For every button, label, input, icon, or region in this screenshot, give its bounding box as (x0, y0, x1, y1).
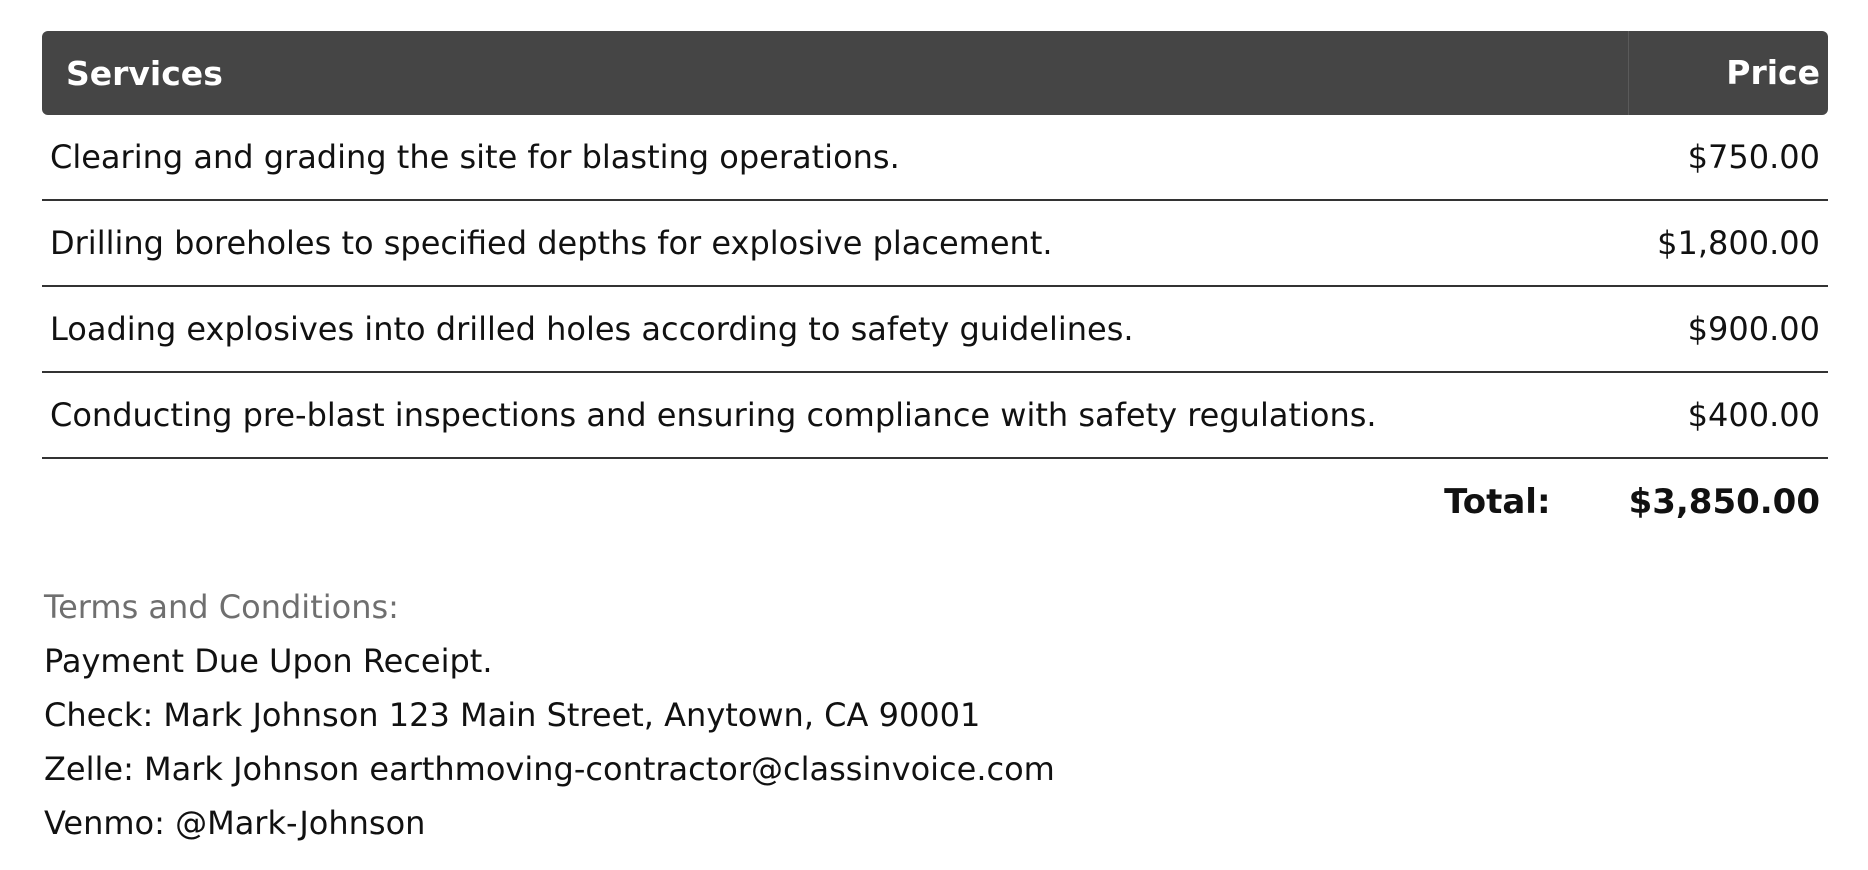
terms-line-venmo: Venmo: @Mark-Johnson (44, 804, 426, 842)
total-row (42, 459, 1828, 545)
services-column-header: Services (66, 53, 223, 93)
service-description: Drilling boreholes to specified depths for explosive placement. (50, 224, 1053, 262)
total-label: Total: (1444, 482, 1551, 522)
terms-line-payment: Payment Due Upon Receipt. (44, 642, 493, 680)
table-row (42, 287, 1828, 373)
service-description: Clearing and grading the site for blasting operations. (50, 138, 900, 176)
table-row (42, 201, 1828, 287)
table-row (42, 373, 1828, 459)
total-value: $3,850.00 (1628, 482, 1820, 522)
services-table (42, 31, 1828, 545)
service-price: $750.00 (1687, 138, 1820, 176)
table-row (42, 115, 1828, 201)
terms-title: Terms and Conditions: (44, 588, 399, 626)
terms-line-check: Check: Mark Johnson 123 Main Street, Anytown, CA 90001 (44, 696, 981, 734)
service-description: Loading explosives into drilled holes according to safety guidelines. (50, 310, 1134, 348)
price-column-header: Price (1628, 31, 1828, 115)
service-price: $1,800.00 (1657, 224, 1820, 262)
terms-section (44, 580, 1055, 850)
service-price: $400.00 (1687, 396, 1820, 434)
service-description: Conducting pre-blast inspections and ensuring compliance with safety regulations. (50, 396, 1377, 434)
table-header (42, 31, 1828, 115)
service-price: $900.00 (1687, 310, 1820, 348)
terms-line-zelle: Zelle: Mark Johnson earthmoving-contractor@classinvoice.com (44, 750, 1055, 788)
